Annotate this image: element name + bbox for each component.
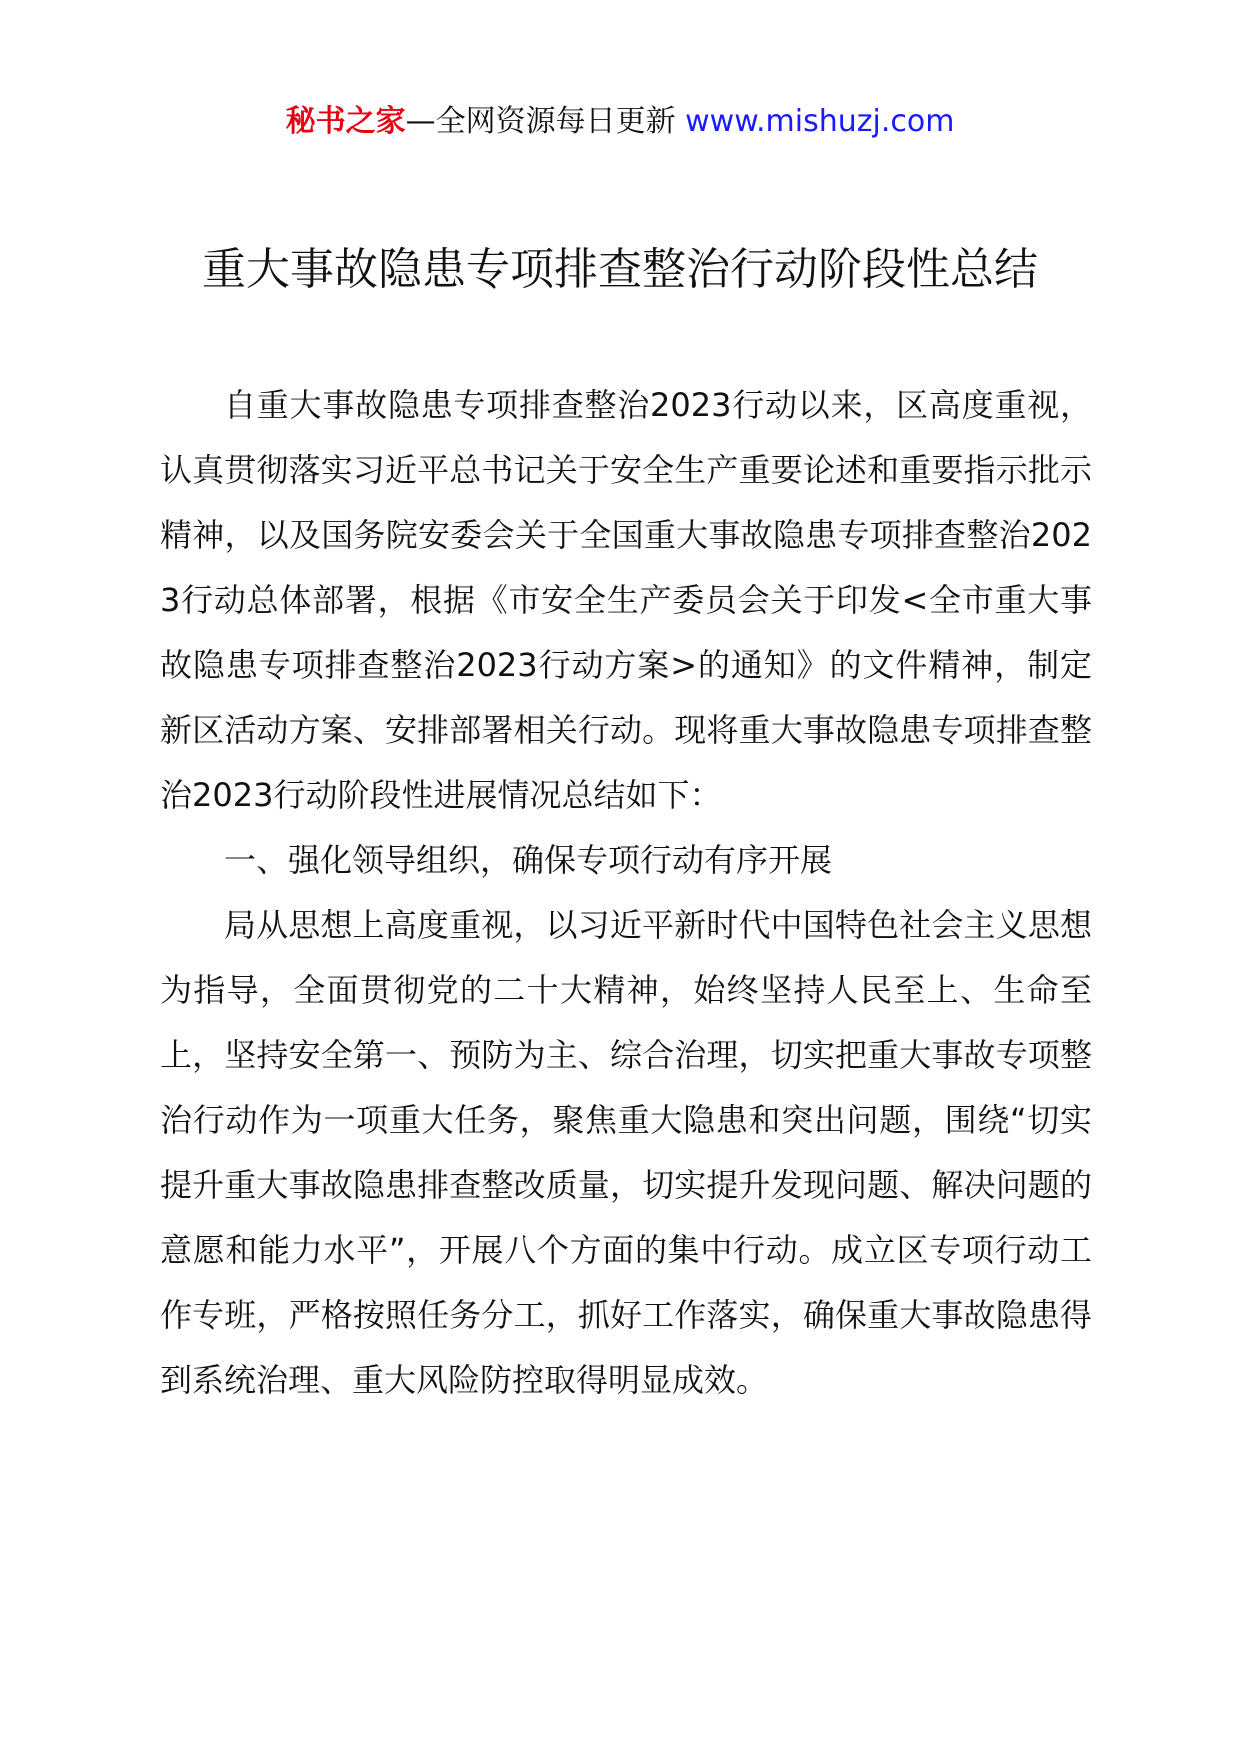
site-url-link[interactable]: www.mishuzj.com [685,104,955,139]
site-header [0,100,1240,144]
document-title: 重大事故隐患专项排查整治行动阶段性总结 [202,244,1038,295]
paragraph-section-1: 局从思想上高度重视，以习近平新时代中国特色社会主义思想为指导，全面贯彻党的二十大精神，始终坚持人民至上、生命至上，坚持安全第一、预防为主、综合治理，切实把重大事故专项整治行动作为一项重大任务，聚焦重大隐患和突出问题，围绕“切实提升重大事故隐患排查整改质量，切实提升发现问题、解决问题的意愿和能力水平”，开展八个方面的集中行动。成立区专项行动工作专班，严格按照任务分工，抓好工作落实，确保重大事故隐患得到系统治理、重大风险防控取得明显成效。 [160,906,1092,1399]
brand-name: 秘书之家 [285,104,406,139]
section-heading-1: 一、强化领导组织，确保专项行动有序开展 [224,841,833,879]
document-body [160,373,1092,1413]
paragraph-intro: 自重大事故隐患专项排查整治2023行动以来，区高度重视，认真贯彻落实习近平总书记关于安全生产重要论述和重要指示批示精神，以及国务院安委会关于全国重大事故隐患专项排查整治2023行动总体部署，根据《市安全生产委员会关于印发<全市重大事故隐患专项排查整治2023行动方案>的通知》的文件精神，制定新区活动方案、安排部署相关行动。现将重大事故隐患专项排查整治2023行动阶段性进展情况总结如下： [160,386,1092,814]
header-tagline: —全网资源每日更新 [405,104,676,139]
